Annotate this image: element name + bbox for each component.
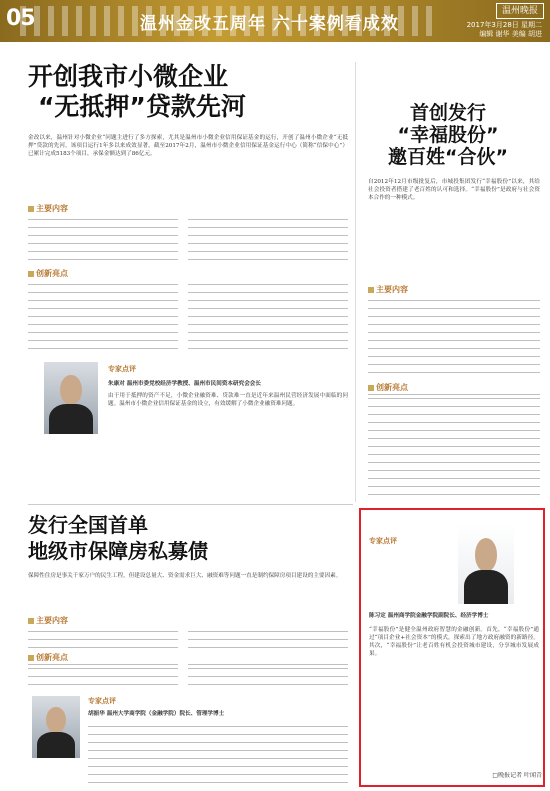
article1-title: 开创我市小微企业 “无抵押”贷款先河	[28, 62, 246, 121]
article2-intro: 自2012年12月市级批复后，市城投集团发行“幸福股份”以来，其给社会投资者搭建了老百姓的认可和选择。“幸福股份”是政府与社会资本合作的一种模式。	[368, 179, 540, 201]
article3-expert-tag: 专家点评	[88, 697, 116, 705]
sidebar-expert-tag: 专家点评	[369, 537, 397, 545]
article2-section-innovate: 创新亮点	[368, 382, 408, 393]
banner-title: 温州金改五周年 六十案例看成效	[140, 14, 399, 34]
article1-expert-photo	[44, 362, 98, 434]
article1-expert-caption: 朱康对 温州市委党校经济学教授、温州市民间资本研究会会长	[108, 381, 261, 387]
article3-title: 发行全国首单 地级市保障房私募债	[28, 513, 208, 563]
column-divider	[355, 62, 356, 502]
article3-innovate-col2	[188, 664, 348, 692]
article2-main-text	[368, 296, 540, 376]
newspaper-logo: 温州晚报	[496, 3, 544, 19]
article3-expert-photo	[32, 696, 80, 758]
section-divider	[28, 504, 353, 505]
article3-section-main: 主要内容	[28, 615, 68, 626]
article3-intro: 保障性住房是事关千家万户的民生工程，但建设总量大、资金需求巨大、融资难等问题一直是制约保障房项目建设的主要因素。	[28, 573, 342, 579]
article3-main-col1	[28, 627, 178, 649]
article2-innovate-text	[368, 394, 540, 502]
reporter-credit: □晚报记者 叶闻青	[492, 772, 542, 779]
article1-intro: 金改以来，温州针对小微企业“问题主进行了多方探索，尤其是温州市小微企业信用保证基金的运行，开创了温州小微企业“无抵押”贷款的先河。该项目运行1年多以来成效显著，截至2017年2月，温州市小微企业信用保证基金运行中心（简称“信保中心”）已累计完成5183个项目，承保金额达到了86亿元。	[28, 135, 348, 157]
article3-innovate-col1	[28, 664, 178, 692]
banner-date: 2017年3月28日 星期二 编辑 谢华 美编 胡进	[466, 21, 542, 38]
sidebar-expert-caption: 陈习定 温州商学院金融学院副院长、经济学博士	[369, 613, 489, 619]
article1-section-main: 主要内容	[28, 203, 68, 214]
article3-section-innovate: 创新亮点	[28, 652, 68, 663]
article1-innovate-col1	[28, 280, 178, 350]
article1-expert-tag: 专家点评	[108, 365, 136, 373]
article1-expert-text: 由于用于抵押的资产不足，小微企业融资难、贷款难一直是近年来温州民营经济发展中面临的问题。温州市小微企业信用保证基金的设立，有效缓解了小微企业融资难问题。	[108, 393, 348, 407]
article2-title: 首创发行 “幸福股份” 邀百姓“合伙”	[388, 102, 508, 168]
article1-section-innovate: 创新亮点	[28, 268, 68, 279]
article2-section-main: 主要内容	[368, 284, 408, 295]
article1-main-col1	[28, 215, 178, 263]
page-banner	[0, 0, 550, 42]
sidebar-expert-text: “幸福股份”是健全温州政府智慧的金融创新。首先，“幸福股份”通过“项目企业+社会资本”的模式，探索出了地方政府融资的新路径。其次，“幸福股份”让老百姓有机会投资城市建设，分享城市发展成果。	[369, 627, 539, 657]
article1-main-col2	[188, 215, 348, 263]
page-number: 05	[6, 6, 35, 31]
article3-main-col2	[188, 627, 348, 649]
article3-expert-caption: 胡振华 温州大学商学院（金融学院）院长、管理学博士	[88, 711, 225, 717]
article1-innovate-col2	[188, 280, 348, 350]
article3-expert-text	[88, 722, 348, 786]
sidebar-expert-photo	[458, 524, 514, 604]
